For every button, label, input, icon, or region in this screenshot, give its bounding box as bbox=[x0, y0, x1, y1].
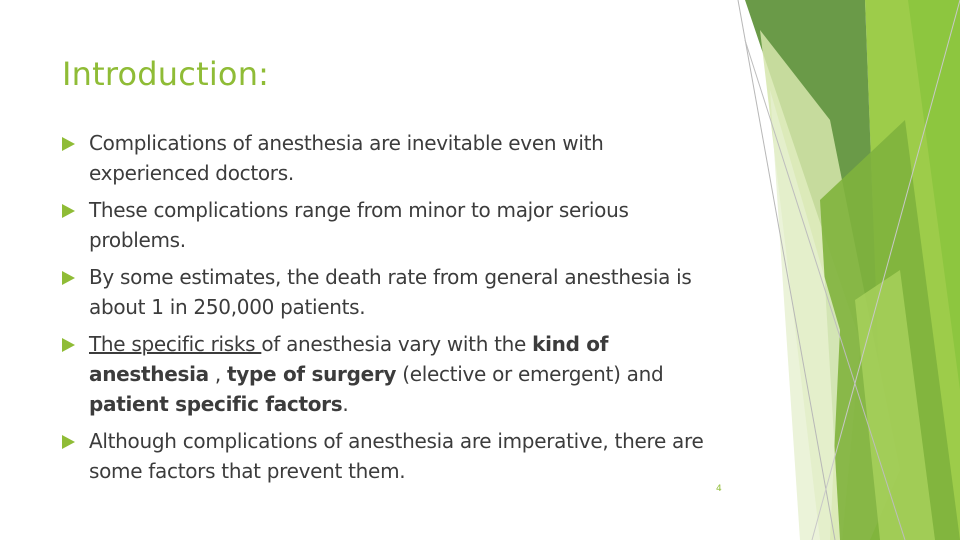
bullet-arrow-icon bbox=[62, 271, 75, 285]
bullet-text-bold: kind of anesthesia bbox=[89, 332, 609, 386]
bullet-arrow-icon bbox=[62, 137, 75, 151]
bullet-text: These complications range from minor to major serious problems. bbox=[89, 198, 629, 252]
bullet-item bbox=[62, 195, 722, 255]
bullet-text: Complications of anesthesia are inevitable even with experienced doctors. bbox=[89, 131, 604, 185]
slide-title: Introduction: bbox=[62, 55, 270, 93]
bullet-text-bold: patient specific factors bbox=[89, 392, 343, 416]
bullet-text: . bbox=[342, 392, 349, 416]
bullet-list bbox=[62, 128, 722, 493]
bullet-text: of anesthesia vary with the bbox=[261, 332, 533, 356]
bullet-item bbox=[62, 329, 722, 419]
bullet-arrow-icon bbox=[62, 338, 75, 352]
bullet-text: Although complications of anesthesia are imperative, there are some factors that prevent them. bbox=[89, 429, 704, 483]
bullet-text: By some estimates, the death rate from general anesthesia is about 1 in 250,000 patients. bbox=[89, 265, 692, 319]
bullet-text: (elective or emergent) and bbox=[396, 362, 664, 386]
bullet-arrow-icon bbox=[62, 204, 75, 218]
bullet-item bbox=[62, 426, 722, 486]
bullet-arrow-icon bbox=[62, 435, 75, 449]
bullet-text: , bbox=[208, 362, 228, 386]
bullet-text-bold: type of surgery bbox=[227, 362, 397, 386]
bullet-item bbox=[62, 128, 722, 188]
bullet-text-underlined: The specific risks bbox=[89, 332, 262, 356]
bullet-item bbox=[62, 262, 722, 322]
page-number: 4 bbox=[716, 484, 722, 494]
